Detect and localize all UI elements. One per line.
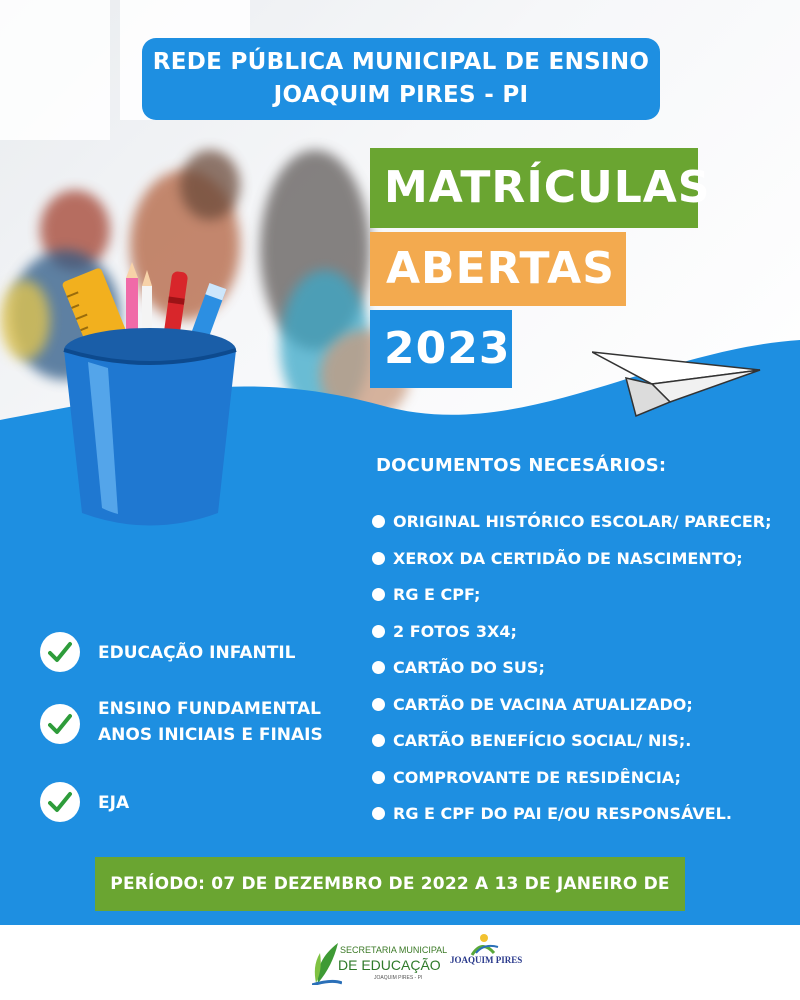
check-circle-icon — [40, 704, 80, 744]
secretaria-line-1: SECRETARIA MUNICIPAL — [340, 945, 448, 955]
list-item: CARTÃO DO SUS; — [372, 654, 771, 691]
secretaria-line-2: DE EDUCAÇÃO — [338, 957, 441, 973]
list-item: 2 FOTOS 3X4; — [372, 618, 771, 655]
bullet-icon — [372, 588, 385, 601]
bullet-icon — [372, 552, 385, 565]
list-item: ORIGINAL HISTÓRICO ESCOLAR/ PARECER; — [372, 508, 771, 545]
title-abertas: ABERTAS — [370, 232, 626, 306]
list-item: CARTÃO DE VACINA ATUALIZADO; — [372, 691, 771, 728]
bullet-icon — [372, 771, 385, 784]
modality-label: ENSINO FUNDAMENTAL — [98, 699, 321, 719]
secretaria-logo — [312, 937, 448, 989]
city-logo-text: JOAQUIM PIRES — [450, 955, 523, 965]
bullet-icon — [372, 515, 385, 528]
city-logo — [448, 933, 523, 989]
city-emblem-icon — [454, 933, 514, 957]
bullet-icon — [372, 807, 385, 820]
bullet-icon — [372, 625, 385, 638]
header-line-2: JOAQUIM PIRES - PI — [273, 82, 529, 108]
list-item: CARTÃO BENEFÍCIO SOCIAL/ NIS;. — [372, 727, 771, 764]
check-circle-icon — [40, 782, 80, 822]
bullet-icon — [372, 698, 385, 711]
check-circle-icon — [40, 632, 80, 672]
documents-list — [372, 508, 771, 837]
list-item: COMPROVANTE DE RESIDÊNCIA; — [372, 764, 771, 801]
title-year: 2023 — [370, 310, 512, 388]
modality-label: EJA — [98, 793, 130, 813]
enrollment-period: PERÍODO: 07 DE DEZEMBRO DE 2022 A 13 DE JANEIRO DE — [95, 857, 685, 911]
list-item: RG E CPF DO PAI E/OU RESPONSÁVEL. — [372, 800, 771, 837]
bullet-icon — [372, 661, 385, 674]
paper-plane-icon — [592, 344, 762, 424]
bullet-icon — [372, 734, 385, 747]
modality-sublabel: ANOS INICIAIS E FINAIS — [98, 725, 323, 745]
documents-heading: DOCUMENTOS NECESÁRIOS: — [376, 455, 667, 476]
header-line-1: REDE PÚBLICA MUNICIPAL DE ENSINO — [152, 49, 650, 75]
list-item: XEROX DA CERTIDÃO DE NASCIMENTO; — [372, 545, 771, 582]
secretaria-line-3: JOAQUIM PIRES - PI — [374, 975, 423, 981]
header-banner — [142, 38, 660, 120]
modality-label: EDUCAÇÃO INFANTIL — [98, 643, 296, 663]
title-matriculas: MATRÍCULAS — [370, 148, 698, 228]
pencil-cup-icon — [48, 258, 248, 538]
list-item: RG E CPF; — [372, 581, 771, 618]
